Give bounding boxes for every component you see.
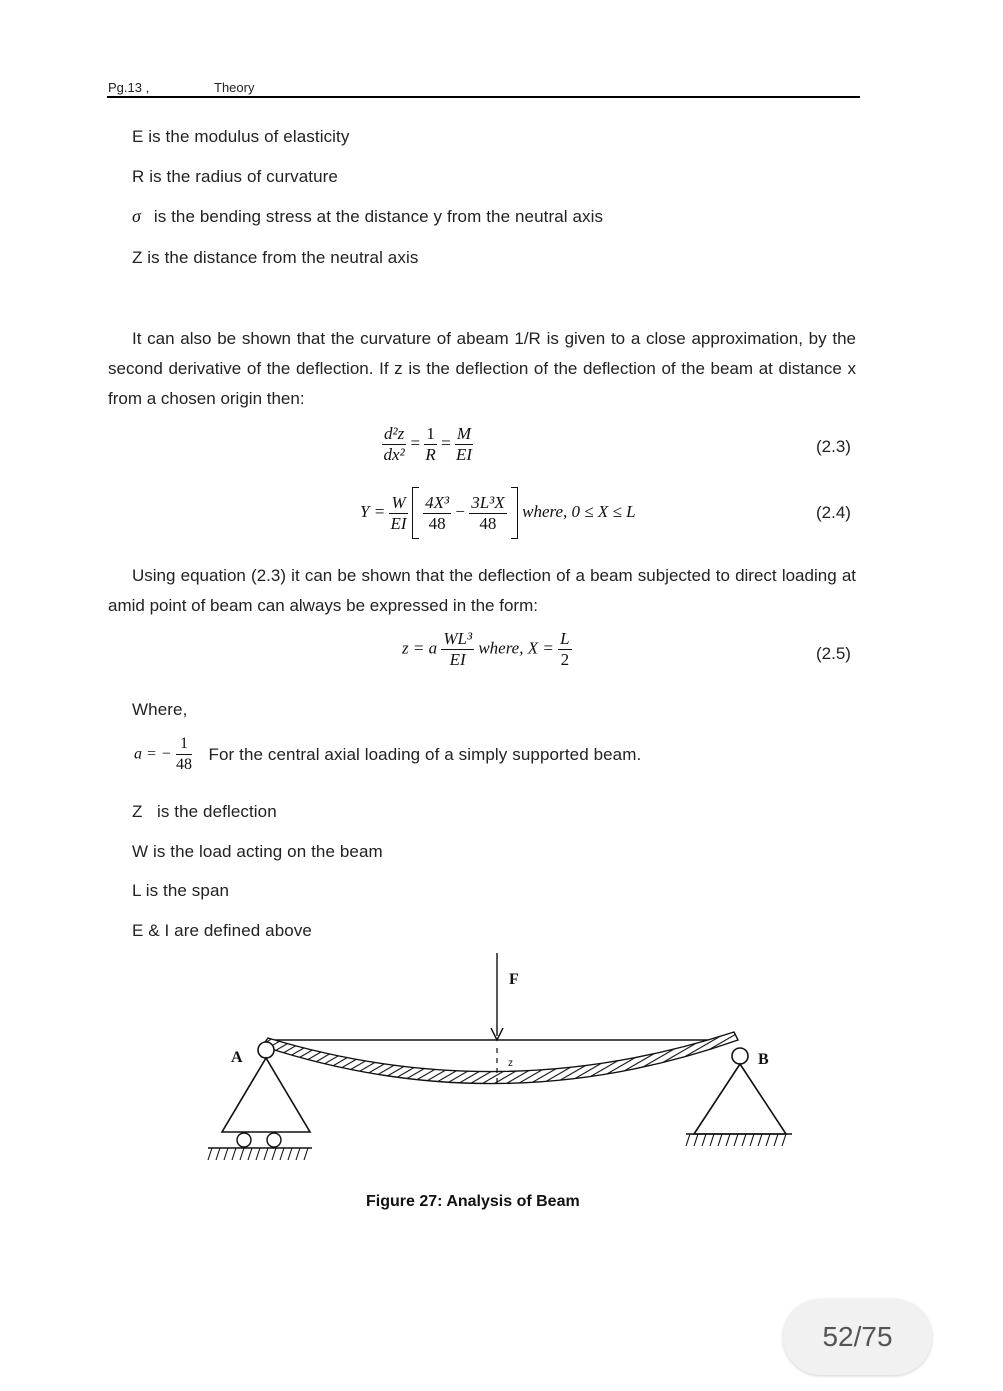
fraction-3l3x-48 [469, 493, 506, 534]
deflection-label: z [508, 1058, 513, 1069]
sigma-symbol: σ [132, 206, 141, 226]
section-title: Theory [214, 80, 255, 95]
fraction-w-ei [389, 493, 407, 534]
denominator-r: R [425, 445, 436, 464]
paragraph-curvature: It can also be shown that the curvature of abeam 1/R is given to a close approximation, by the second derivative of the deflection. If z is the deflection of the deflection of the beam at distance x from a chosen origin then: [108, 329, 856, 408]
equation-number-2-3: (2.3) [816, 437, 851, 456]
numerator-m: M [456, 424, 472, 443]
left-support-triangle [222, 1058, 310, 1132]
definition-e: E is the modulus of elasticity [132, 127, 350, 146]
left-bracket [412, 487, 419, 539]
denominator-dx2: dx² [383, 445, 405, 464]
minus-sign: − [455, 501, 465, 521]
right-ground-hatch [686, 1134, 786, 1146]
definition-e-i: E & I are defined above [132, 921, 312, 940]
denominator-ei: EI [390, 513, 407, 533]
definition-deflection: Z is the deflection [132, 802, 277, 821]
header-rule [107, 96, 860, 98]
z-lhs: z = a [402, 638, 438, 658]
a-definition [134, 734, 641, 775]
a-definition-text: For the central axial loading of a simply supported beam. [208, 744, 642, 764]
fraction-1-48 [176, 734, 192, 775]
numerator-3l3x: 3L³X [471, 492, 505, 512]
definition-sigma-text: is the bending stress at the distance y from the neutral axis [153, 207, 604, 226]
left-roller-1 [237, 1133, 251, 1147]
numerator-d2z: d²z [384, 424, 405, 443]
numerator-1: 1 [176, 734, 192, 755]
denominator-48: 48 [479, 513, 497, 533]
support-b-label: B [758, 1051, 769, 1068]
where-x-equals: where, X = [478, 638, 554, 658]
left-pin [258, 1042, 274, 1058]
where-label: Where, [132, 700, 188, 719]
denominator-48: 48 [176, 756, 193, 773]
numerator-one: 1 [426, 424, 435, 443]
definition-span: L is the span [132, 881, 230, 900]
fraction-1-r [424, 424, 437, 465]
support-a-label: A [231, 1049, 243, 1066]
fraction-4x3-48 [423, 493, 451, 534]
fraction-l-2 [558, 629, 571, 670]
equation-number-2-5: (2.5) [816, 644, 851, 663]
equation-2-5 [402, 629, 572, 670]
denominator-ei: EI [449, 650, 466, 669]
page-number: Pg.13 , [108, 80, 150, 95]
definition-sigma [132, 206, 603, 227]
equation-number-2-4: (2.4) [816, 503, 851, 522]
force-label: F [509, 971, 519, 988]
fraction-d2z-dx2 [382, 424, 406, 465]
equation-2-4 [360, 487, 636, 539]
numerator-wl3: WL³ [443, 629, 473, 648]
denominator-2: 2 [560, 650, 570, 669]
a-lhs: a = − [134, 745, 172, 763]
denominator-48: 48 [428, 513, 446, 533]
left-roller-2 [267, 1133, 281, 1147]
left-ground-hatch [208, 1148, 308, 1160]
equation-condition: where, 0 ≤ X ≤ L [522, 501, 636, 521]
numerator-w: W [391, 492, 406, 512]
beam-diagram [200, 948, 810, 1178]
paragraph-deflection: Using equation (2.3) it can be shown that the deflection of a beam subjected to direct loading at amid point of beam can always be expressed in the form: [108, 566, 856, 615]
equation-2-3 [382, 424, 473, 465]
definition-z: Z is the distance from the neutral axis [132, 248, 419, 267]
figure-caption: Figure 27: Analysis of Beam [366, 1193, 580, 1210]
numerator-4x3: 4X³ [425, 492, 450, 512]
equals-sign: = [410, 433, 421, 453]
definition-r: R is the radius of curvature [132, 167, 338, 186]
denominator-ei: EI [455, 445, 473, 464]
right-bracket [511, 487, 518, 539]
numerator-l: L [560, 629, 570, 648]
equals-sign: = [441, 433, 451, 453]
y-lhs: Y = [360, 501, 386, 521]
page-indicator[interactable]: 52/75 [783, 1299, 932, 1375]
fraction-wl3-ei [441, 629, 474, 670]
right-support-triangle [694, 1064, 786, 1134]
fraction-m-ei [455, 424, 473, 465]
definition-load: W is the load acting on the beam [132, 842, 383, 861]
right-pin [732, 1048, 748, 1064]
